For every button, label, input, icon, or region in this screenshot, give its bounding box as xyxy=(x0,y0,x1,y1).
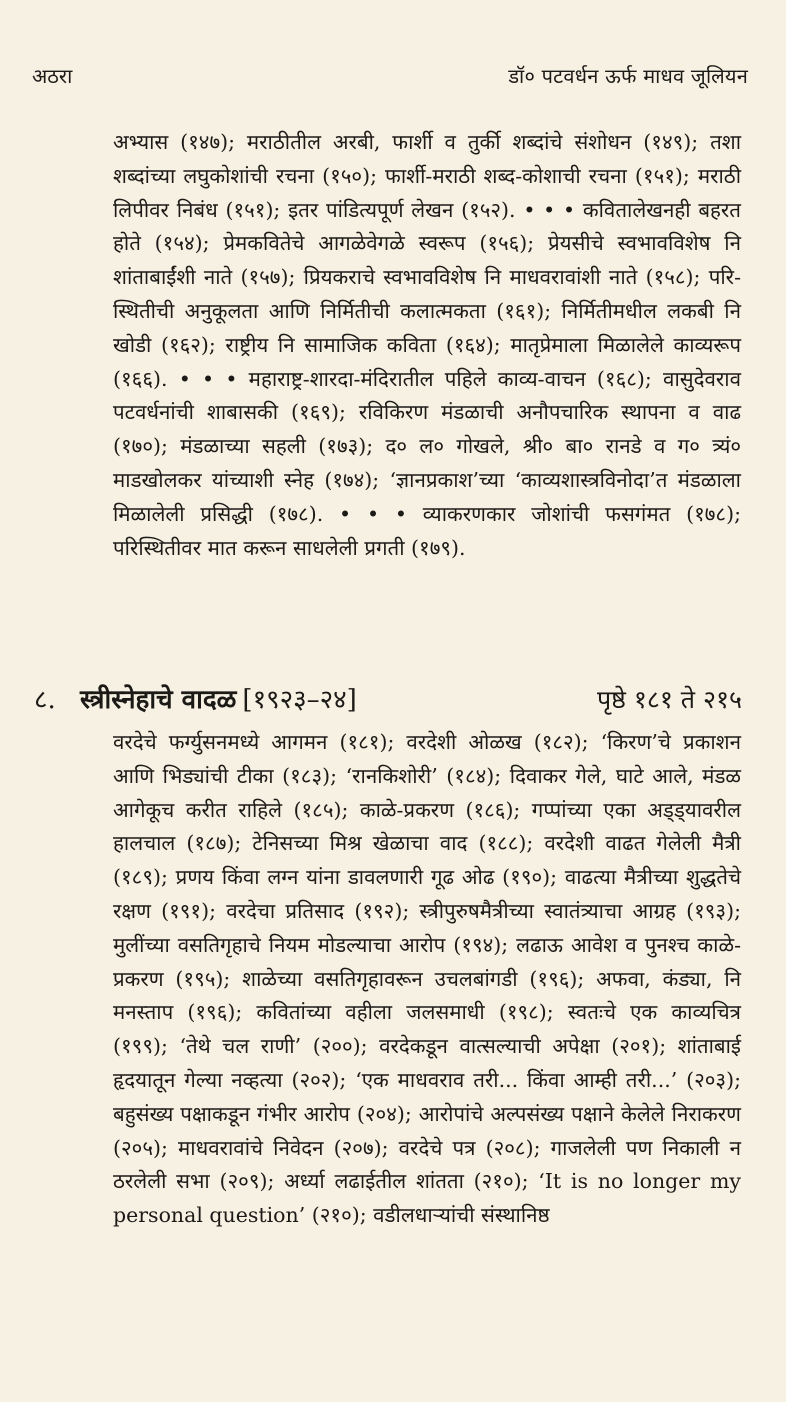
contents-paragraph-previous-chapter: अभ्यास (१४७); मराठीतील अरबी, फार्शी व तुर्की शब्दांचे संशोधन (१४९); तशा शब्दांच्या लघुकोशांची रचना (१५०); फार्शी-मराठी शब्द-कोशाची रचना (१५१); मराठी लिपीवर निबंध (१५१); इतर पांडित्यपूर्ण लेखन (१५२). • • • कवितालेखनही बहरत होते (१५४); प्रेमकवितेचे आगळेवेगळे स्वरूप (१५६); प्रेयसीचे स्वभावविशेष नि शांताबाईंशी नाते (१५७); प्रियकराचे स्वभावविशेष नि माधवरावांशी नाते (१५८); परि-स्थितीची अनुकूलता आणि निर्मितीची कलात्मकता (१६१); निर्मितीमधील लकबी नि खोडी (१६२); राष्ट्रीय नि सामाजिक कविता (१६४); मातृप्रेमाला मिळालेले काव्यरूप (१६६). • • • महाराष्ट्र-शारदा-मंदिरातील पहिले काव्य-वाचन (१६८); वासुदेवराव पटवर्धनांची शाबासकी (१६९); रविकिरण मंडळाची अनौपचारिक स्थापना व वाढ (१७०); मंडळाच्या सहली (१७३); द० ल० गोखले, श्री० बा० रानडे व ग० त्र्यं० माडखोलकर यांच्याशी स्नेह (१७४); ‘ज्ञानप्रकाश’च्या ‘काव्यशास्त्रविनोदा’त मंडळाला मिळालेली प्रसिद्धी (१७८). • • • व्याकरणकार जोशांची फसगंमत (१७८); परिस्थितीवर मात करून साधलेली प्रगती (१७९). xyxy=(113,130,741,560)
chapter-years: [१९२३–२४] xyxy=(242,685,357,715)
chapter-page-range: पृष्ठे १८१ ते २१५ xyxy=(596,685,742,714)
contents-paragraph-chapter-8: वरदेचे फर्ग्युसनमध्ये आगमन (१८१); वरदेशी ओळख (१८२); ‘किरण’चे प्रकाशन आणि भिड्यांची टीका (१८३); ‘रानकिशोरी’ (१८४); दिवाकर गेले, घाटे आले, मंडळ आगेकूच करीत राहिले (१८५); काळे-प्रकरण (१८६); गप्पांच्या एका अड्ड्यावरील हालचाल (१८७); टेनिसच्या मिश्र खेळाचा वाद (१८८); वरदेशी वाढत गेलेली मैत्री (१८९); प्रणय किंवा लग्न यांना डावलणारी गूढ ओढ (१९०); वाढत्या मैत्रीच्या शुद्धतेचे रक्षण (१९१); वरदेचा प्रतिसाद (१९२); स्त्रीपुरुषमैत्रीच्या स्वातंत्र्याचा आग्रह (१९३); मुलींच्या वसतिगृहाचे नियम मोडल्याचा आरोप (१९४); लढाऊ आवेश व पुनश्च काळे-प्रकरण (१९५); शाळेच्या वसतिगृहावरून उचलबांगडी (१९६); अफवा, कंड्या, नि मनस्ताप (१९६); कवितांच्या वहीला जलसमाधी (१९८); स्वतःचे एक काव्यचित्र (१९९); ‘तेथे चल राणी’ (२००); वरदेकडून वात्सल्याची अपेक्षा (२०१); शांताबाई हृदयातून गेल्या नव्हत्या (२०२); ‘एक माधवराव तरी... किंवा आम्ही तरी...’ (२०३); बहुसंख्य पक्षाकडून गंभीर आरोप (२०४); आरोपांचे अल्पसंख्य पक्षाने केलेले निराकरण (२०५); माधवरावांचे निवेदन (२०७); वरदेचे पत्र (२०८); गाजलेली पण निकाली न ठरलेली सभा (२०९); अर्ध्या लढाईतील शांतता (२१०); ‘It is no longer my personal question’ (२१०); वडीलधाऱ्यांची संस्थानिष्ठ xyxy=(113,730,741,1228)
book-title: डॉ० पटवर्धन ऊर्फ माधव जूलियन xyxy=(508,64,748,88)
chapter-number: ८. xyxy=(34,685,56,715)
running-header xyxy=(32,62,748,96)
chapter-title: स्त्रीस्नेहाचे वादळ xyxy=(80,685,237,715)
page-number-label: अठरा xyxy=(32,64,73,88)
chapter-heading xyxy=(34,680,742,720)
